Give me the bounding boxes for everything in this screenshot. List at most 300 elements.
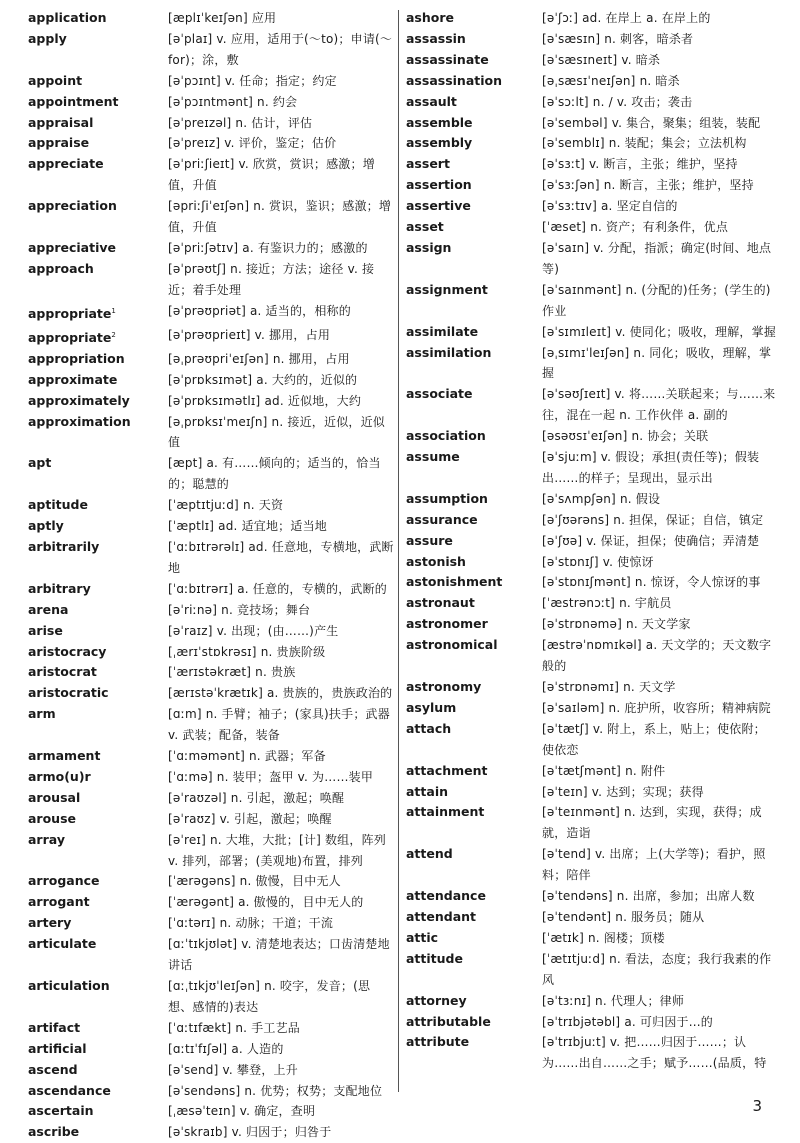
headword-text: apt xyxy=(28,455,52,471)
dictionary-entry xyxy=(28,516,394,537)
dictionary-entry xyxy=(28,1081,394,1102)
headword xyxy=(406,510,542,531)
definition: [æpt] a. 有……倾向的；适当的，恰当的；聪慧的 xyxy=(168,456,381,492)
headword-text: appraisal xyxy=(28,114,94,130)
headword xyxy=(406,50,542,71)
definition: [əˈstɒnɪʃmənt] n. 惊讶，令人惊讶的事 xyxy=(542,575,761,590)
headword-text: assemble xyxy=(406,114,473,130)
dictionary-entry xyxy=(28,767,394,788)
definition: [əˈraɪz] v. 出现；(由……)产生 xyxy=(168,623,339,638)
dictionary-entry xyxy=(406,280,776,322)
definition: [ˈæstrənɔːt] n. 宇航员 xyxy=(542,596,672,611)
headword xyxy=(406,322,542,343)
definition: [əˈtend] v. 出席；上(大学等)；看护，照料；陪伴 xyxy=(542,847,766,883)
dictionary-entry xyxy=(28,830,394,872)
definition: [ˈærɪstəkræt] n. 贵族 xyxy=(168,665,296,680)
headword-text: arbitrarily xyxy=(28,538,100,554)
headword-text: appropriation xyxy=(28,350,125,366)
definition: [əˈsemblɪ] n. 装配；集会；立法机构 xyxy=(542,136,747,151)
headword-text: ascend xyxy=(28,1061,78,1077)
headword xyxy=(28,704,168,725)
definition: [əˈtendəns] n. 出席，参加；出席人数 xyxy=(542,889,755,904)
headword xyxy=(406,447,542,468)
definition: [əˈteɪn] v. 达到；实现；获得 xyxy=(542,784,704,799)
definition: [əˈsɜːʃən] n. 断言，主张；维护，坚持 xyxy=(542,178,754,193)
dictionary-entry xyxy=(28,113,394,134)
headword-text: assignment xyxy=(406,281,488,297)
headword-text: associate xyxy=(406,386,473,402)
headword xyxy=(28,453,168,474)
headword xyxy=(406,572,542,593)
headword xyxy=(406,552,542,573)
headword xyxy=(28,1060,168,1081)
definition: [əˈstrɒnəmɪ] n. 天文学 xyxy=(542,680,676,694)
dictionary-entry xyxy=(28,934,394,976)
definition: [əˈsɪmɪleɪt] v. 使同化；吸收，理解，掌握 xyxy=(542,324,776,339)
dictionary-entry xyxy=(406,844,776,886)
definition: [ˌæsəˈteɪn] v. 确定，查明 xyxy=(168,1104,316,1119)
headword-text: attic xyxy=(406,929,439,945)
headword-text: asylum xyxy=(406,699,457,715)
headword xyxy=(406,113,542,134)
headword xyxy=(28,913,168,934)
dictionary-entry xyxy=(28,238,394,259)
definition: [əˈprəʊpriət] a. 适当的，相称的 xyxy=(168,303,351,318)
headword-text: ascertain xyxy=(28,1103,94,1119)
headword-text: arouse xyxy=(28,810,77,826)
dictionary-entry xyxy=(406,552,776,573)
headword xyxy=(406,844,542,865)
headword-text: assurance xyxy=(406,511,478,527)
definition: [ˈæset] n. 资产；有利条件，优点 xyxy=(542,220,729,235)
definition: [ˈɑːbɪtrərɪ] a. 任意的，专横的，武断的 xyxy=(168,581,388,596)
definition: [ˈætɪk] n. 阁楼；顶楼 xyxy=(542,930,665,945)
definition: [əˌsæsɪˈneɪʃən] n. 暗杀 xyxy=(542,73,680,88)
headword-text: articulation xyxy=(28,978,110,993)
dictionary-entry xyxy=(28,871,394,892)
headword-text: attainment xyxy=(406,804,485,820)
headword xyxy=(28,113,168,134)
dictionary-entry xyxy=(28,1122,394,1143)
dictionary-entry xyxy=(406,217,776,238)
dictionary-entry xyxy=(28,892,394,913)
definition: [əˈsʌmpʃən] n. 假设 xyxy=(542,491,661,506)
headword-text: appreciation xyxy=(28,198,117,214)
definition: [əˈsɔːlt] n. / v. 攻击；袭击 xyxy=(542,94,693,109)
dictionary-entry xyxy=(406,698,776,719)
definition: [əpriːʃiˈeɪʃən] n. 赏识，鉴识；感激；增值，升值 xyxy=(168,199,392,235)
headword xyxy=(28,537,168,558)
headword xyxy=(406,635,542,656)
headword xyxy=(28,934,168,955)
definition: [ɑːˌtɪkjʊˈleɪʃən] n. 咬字，发音；(思想、感情的)表达 xyxy=(168,979,371,1014)
dictionary-entry xyxy=(28,642,394,663)
headword xyxy=(28,516,168,537)
headword-text: assertive xyxy=(406,198,471,214)
dictionary-entry xyxy=(406,322,776,343)
headword-text: artificial xyxy=(28,1040,87,1056)
headword-text: approximation xyxy=(28,413,131,429)
headword-text: approximately xyxy=(28,392,130,408)
homograph-number: 2 xyxy=(111,330,116,339)
headword-text: arbitrary xyxy=(28,580,91,596)
headword-text: appreciative xyxy=(28,239,116,255)
dictionary-entry xyxy=(28,621,394,642)
homograph-number: 1 xyxy=(111,306,116,315)
dictionary-entry xyxy=(28,579,394,600)
dictionary-entry xyxy=(406,196,776,217)
headword-text: attitude xyxy=(406,950,463,966)
headword-text: aristocracy xyxy=(28,643,107,659)
definition: [əˈtrɪbjətəbl] a. 可归因于...的 xyxy=(542,1014,713,1029)
dictionary-entry xyxy=(28,92,394,113)
headword xyxy=(28,767,168,788)
headword xyxy=(28,600,168,621)
headword xyxy=(28,892,168,913)
dictionary-entry xyxy=(406,782,776,803)
definition: [əˈsjuːm] v. 假设；承担(责任等)；假装出……的样子；呈现出，显示出 xyxy=(542,450,760,485)
headword-text: assault xyxy=(406,93,457,109)
headword-text: astonish xyxy=(406,553,466,569)
dictionary-entry xyxy=(28,301,394,325)
headword-text: appointment xyxy=(28,93,119,109)
headword xyxy=(406,593,542,614)
definition: [əˈsembəl] v. 集合，聚集；组装，装配 xyxy=(542,115,761,130)
dictionary-entry xyxy=(406,426,776,447)
headword-text: artifact xyxy=(28,1019,81,1035)
dictionary-entry xyxy=(28,662,394,683)
dictionary-entry xyxy=(28,600,394,621)
dictionary-entry xyxy=(28,349,394,370)
headword-text: artery xyxy=(28,915,72,931)
headword-text: assign xyxy=(406,239,452,255)
headword-text: approximate xyxy=(28,371,118,387)
dictionary-entry xyxy=(28,1060,394,1081)
dictionary-entry xyxy=(406,384,776,426)
headword-text: attachment xyxy=(406,762,488,778)
definition: [əˈplaɪ] v. 应用，适用于(～to)；申请(～for)；涂，敷 xyxy=(168,31,393,67)
headword xyxy=(406,92,542,113)
definition: [əˈtɜːnɪ] n. 代理人；律师 xyxy=(542,993,685,1008)
dictionary-entry xyxy=(28,746,394,767)
definition: [ˈɑːmə] n. 装甲；盔甲 v. 为……装甲 xyxy=(168,769,374,784)
headword-text: ascribe xyxy=(28,1124,80,1140)
dictionary-entry xyxy=(28,1101,394,1122)
headword xyxy=(406,991,542,1012)
headword-text: appropriate xyxy=(28,329,112,345)
dictionary-entry xyxy=(406,635,776,677)
headword xyxy=(28,642,168,663)
headword-text: assimilation xyxy=(406,344,492,360)
definition: [əˈriːnə] n. 竞技场；舞台 xyxy=(168,602,311,617)
definition: [əˈprəʊtʃ] n. 接近；方法；途径 v. 接近；着手处理 xyxy=(168,261,375,297)
headword xyxy=(28,370,168,391)
dictionary-entry xyxy=(406,802,776,844)
headword xyxy=(406,907,542,928)
definition: [əˈsɜːt] v. 断言，主张；维护，坚持 xyxy=(542,157,738,172)
headword-text: armament xyxy=(28,748,101,764)
dictionary-entry xyxy=(28,704,394,746)
definition: [əˈpɔɪntmənt] n. 约会 xyxy=(168,94,298,109)
headword xyxy=(28,746,168,767)
headword xyxy=(406,71,542,92)
headword xyxy=(28,621,168,642)
headword-text: assassin xyxy=(406,30,466,46)
column-divider xyxy=(398,10,399,1092)
headword xyxy=(406,761,542,782)
definition: [əˈpriːʃieɪt] v. 欣赏，赏识；感激；增值，升值 xyxy=(168,157,375,193)
dictionary-entry xyxy=(28,154,394,196)
dictionary-entry xyxy=(28,1039,394,1060)
dictionary-entry xyxy=(406,133,776,154)
definition: [əˈtætʃ] v. 附上，系上，贴上；使依附；使依恋 xyxy=(542,721,766,757)
headword-text: armo(u)r xyxy=(28,768,91,784)
dictionary-entry xyxy=(406,510,776,531)
headword xyxy=(28,683,168,704)
dictionary-entry xyxy=(28,976,394,1018)
headword-text: articulate xyxy=(28,936,97,952)
dictionary-entry xyxy=(28,133,394,154)
dictionary-entry xyxy=(28,71,394,92)
definition: [əˈʃʊərəns] n. 担保，保证；自信，镇定 xyxy=(542,512,764,527)
definition: [əˈsəʊʃɪeɪt] v. 将……关联起来；与……来往，混在一起 n. 工作伙伴 a. 副的 xyxy=(542,387,776,423)
headword xyxy=(28,579,168,600)
headword xyxy=(28,1101,168,1122)
definition: [əˈstɒnɪʃ] v. 使惊讶 xyxy=(542,554,654,569)
left-column xyxy=(28,8,394,1143)
dictionary-entry xyxy=(406,991,776,1012)
definition: [əˈskraɪb] v. 归因于；归咎于 xyxy=(168,1125,332,1140)
definition: [əˈteɪnmənt] n. 达到，实现，获得；成就，造诣 xyxy=(542,805,762,841)
headword xyxy=(28,1081,168,1102)
definition: [əˈraʊzəl] n. 引起，激起；唤醒 xyxy=(168,790,345,805)
headword xyxy=(406,531,542,552)
headword-text: arrogant xyxy=(28,894,90,910)
dictionary-entry xyxy=(28,29,394,71)
dictionary-entry xyxy=(28,537,394,579)
headword-text: aristocratic xyxy=(28,685,109,701)
definition: [æstrəˈnɒmɪkəl] a. 天文学的；天文数字般的 xyxy=(542,638,772,674)
headword xyxy=(28,788,168,809)
headword-text: array xyxy=(28,831,65,847)
dictionary-entry xyxy=(28,370,394,391)
headword xyxy=(406,614,542,635)
definition: [əˈpreɪz] v. 评价，鉴定；估价 xyxy=(168,136,337,151)
headword-text: assembly xyxy=(406,135,473,151)
headword-text: appreciate xyxy=(28,156,104,172)
dictionary-entry xyxy=(28,913,394,934)
headword-text: assume xyxy=(406,449,460,465)
headword xyxy=(406,719,542,740)
dictionary-entry xyxy=(28,495,394,516)
headword-text: ashore xyxy=(406,10,455,25)
dictionary-entry xyxy=(28,683,394,704)
headword-text: assassination xyxy=(406,72,502,88)
headword xyxy=(406,928,542,949)
dictionary-entry xyxy=(406,154,776,175)
dictionary-entry xyxy=(28,391,394,412)
dictionary-entry xyxy=(406,71,776,92)
dictionary-entry xyxy=(406,907,776,928)
headword xyxy=(406,677,542,698)
headword xyxy=(28,92,168,113)
headword xyxy=(28,154,168,175)
dictionary-entry xyxy=(28,259,394,301)
headword xyxy=(28,495,168,516)
headword-text: aptitude xyxy=(28,497,88,513)
dictionary-entry xyxy=(406,1032,776,1074)
headword xyxy=(28,871,168,892)
headword-text: attach xyxy=(406,720,452,736)
definition: [əˈʃʊə] v. 保证，担保；使确信；弄清楚 xyxy=(542,533,760,548)
headword-text: aristocrat xyxy=(28,664,97,680)
definition: [ˈærəgənt] a. 傲慢的，目中无人的 xyxy=(168,895,364,910)
headword-text: astronaut xyxy=(406,595,475,611)
headword xyxy=(28,238,168,259)
headword-text: assimilate xyxy=(406,323,479,339)
definition: [əˈsæsɪn] n. 刺客，暗杀者 xyxy=(542,31,694,46)
definition: [əˌprəʊpriˈeɪʃən] n. 挪用，占用 xyxy=(168,351,350,366)
dictionary-entry xyxy=(406,719,776,761)
headword-text: arrogance xyxy=(28,873,100,889)
dictionary-entry xyxy=(406,1012,776,1033)
headword xyxy=(28,976,168,997)
headword-text: assassinate xyxy=(406,51,489,67)
dictionary-entry xyxy=(406,8,776,29)
headword xyxy=(28,8,168,29)
definition: [əˈprɒksɪmət] a. 大约的，近似的 xyxy=(168,372,358,387)
dictionary-entry xyxy=(406,928,776,949)
headword xyxy=(406,949,542,970)
dictionary-entry xyxy=(406,92,776,113)
definition: [əˈpriːʃətɪv] a. 有鉴识力的；感激的 xyxy=(168,240,368,255)
headword xyxy=(406,1032,542,1053)
definition: [ˈætɪtjuːd] n. 看法，态度；我行我素的作风 xyxy=(542,951,772,987)
headword-text: astronomy xyxy=(406,679,482,694)
dictionary-entry xyxy=(28,809,394,830)
headword xyxy=(406,886,542,907)
definition: [ɑːˈtɪkjʊlət] v. 清楚地表达；口齿清楚地讲话 xyxy=(168,937,390,973)
headword-text: association xyxy=(406,428,486,444)
headword xyxy=(28,662,168,683)
headword-text: attendant xyxy=(406,908,477,924)
definition: [æplɪˈkeɪʃən] 应用 xyxy=(168,11,277,25)
headword xyxy=(406,426,542,447)
headword-text: attribute xyxy=(406,1034,470,1050)
dictionary-entry xyxy=(406,886,776,907)
definition: [əˌsɪmɪˈleɪʃən] n. 同化；吸收，理解，掌握 xyxy=(542,345,772,381)
definition: [əˈpreɪzəl] n. 估计，评估 xyxy=(168,115,313,130)
dictionary-entry xyxy=(28,412,394,454)
headword xyxy=(406,238,542,259)
definition: [ˈɑːməmənt] n. 武器；军备 xyxy=(168,749,326,764)
definition: [əˈsɜːtɪv] a. 坚定自信的 xyxy=(542,199,678,214)
definition: [ˈæptlɪ] ad. 适宜地；适当地 xyxy=(168,519,327,534)
dictionary-entry xyxy=(406,489,776,510)
headword-text: astronomer xyxy=(406,616,488,632)
definition: [əˈsaɪnmənt] n. (分配的)任务；(学生的)作业 xyxy=(542,282,771,318)
definition: [əˈprɒksɪmətlɪ] ad. 近似地，大约 xyxy=(168,393,362,408)
definition: [əˈprəʊprieɪt] v. 挪用，占用 xyxy=(168,327,331,342)
headword-text: apply xyxy=(28,30,67,46)
definition: [əˈraʊz] v. 引起，激起；唤醒 xyxy=(168,811,332,826)
headword xyxy=(406,175,542,196)
headword-text: attendance xyxy=(406,888,486,904)
headword xyxy=(28,325,168,349)
dictionary-entry xyxy=(28,788,394,809)
headword xyxy=(406,489,542,510)
headword-text: attorney xyxy=(406,992,467,1008)
headword-text: assertion xyxy=(406,177,472,193)
headword-text: arousal xyxy=(28,789,81,805)
headword-text: ascendance xyxy=(28,1082,111,1098)
dictionary-entry xyxy=(28,325,394,349)
definition: [ˈɑːtərɪ] n. 动脉；干道；干流 xyxy=(168,916,334,931)
definition: [əˈstrɒnəmə] n. 天文学家 xyxy=(542,617,691,632)
definition: [ˈærəgəns] n. 傲慢，目中无人 xyxy=(168,874,341,889)
headword xyxy=(406,384,542,405)
definition: [əˈtendənt] n. 服务员；随从 xyxy=(542,909,705,924)
headword xyxy=(406,802,542,823)
dictionary-entry xyxy=(28,1018,394,1039)
dictionary-entry xyxy=(406,531,776,552)
headword-text: arise xyxy=(28,622,63,638)
definition: [əˌprɒksɪˈmeɪʃn] n. 接近，近似，近似值 xyxy=(168,414,385,450)
definition: [əˈsend] v. 攀登，上升 xyxy=(168,1062,298,1077)
right-column xyxy=(406,8,776,1074)
headword xyxy=(406,196,542,217)
headword xyxy=(28,830,168,851)
headword-text: application xyxy=(28,10,107,25)
headword xyxy=(406,343,542,364)
definition: [ˌærɪˈstɒkrəsɪ] n. 贵族阶级 xyxy=(168,644,326,659)
definition: [əˈsaɪn] v. 分配，指派；确定(时间、地点等) xyxy=(542,240,772,276)
headword xyxy=(406,29,542,50)
definition: [əˈreɪ] n. 大堆，大批；[计] 数组，阵列 v. 排列，部署；(美观地)布置，排列 xyxy=(168,832,386,868)
definition: [ɑːm] n. 手臂；袖子；(家具)扶手；武器 v. 武装；配备，装备 xyxy=(168,707,390,743)
headword-text: arena xyxy=(28,601,69,617)
headword-text: attain xyxy=(406,783,449,799)
headword xyxy=(28,349,168,370)
headword-text: arm xyxy=(28,706,56,722)
page-number: 3 xyxy=(752,1097,762,1115)
definition: [əˈʃɔː] ad. 在岸上 a. 在岸上的 xyxy=(542,11,711,25)
definition: [əsəʊsɪˈeɪʃən] n. 协会；关联 xyxy=(542,429,709,444)
dictionary-entry xyxy=(406,677,776,698)
definition: [əˈpɔɪnt] v. 任命；指定；约定 xyxy=(168,73,337,88)
headword-text: appraise xyxy=(28,135,90,151)
dictionary-entry xyxy=(406,29,776,50)
headword xyxy=(28,29,168,50)
definition: [əˈtrɪbjuːt] v. 把……归因于……；认为……出自……之手；赋予……(品质，特 xyxy=(542,1035,767,1071)
headword-text: astronomical xyxy=(406,637,498,653)
dictionary-entry xyxy=(406,761,776,782)
headword xyxy=(28,133,168,154)
headword-text: astonishment xyxy=(406,574,503,590)
dictionary-entry xyxy=(406,614,776,635)
headword xyxy=(28,1039,168,1060)
headword-text: appropriate xyxy=(28,305,112,321)
headword xyxy=(28,1018,168,1039)
definition: [ˈɑːbɪtrərəlɪ] ad. 任意地，专横地，武断地 xyxy=(168,539,394,575)
dictionary-entry xyxy=(406,175,776,196)
headword xyxy=(28,71,168,92)
headword xyxy=(28,391,168,412)
headword-text: attend xyxy=(406,846,453,862)
dictionary-entry xyxy=(28,196,394,238)
headword xyxy=(406,698,542,719)
headword xyxy=(406,8,542,29)
